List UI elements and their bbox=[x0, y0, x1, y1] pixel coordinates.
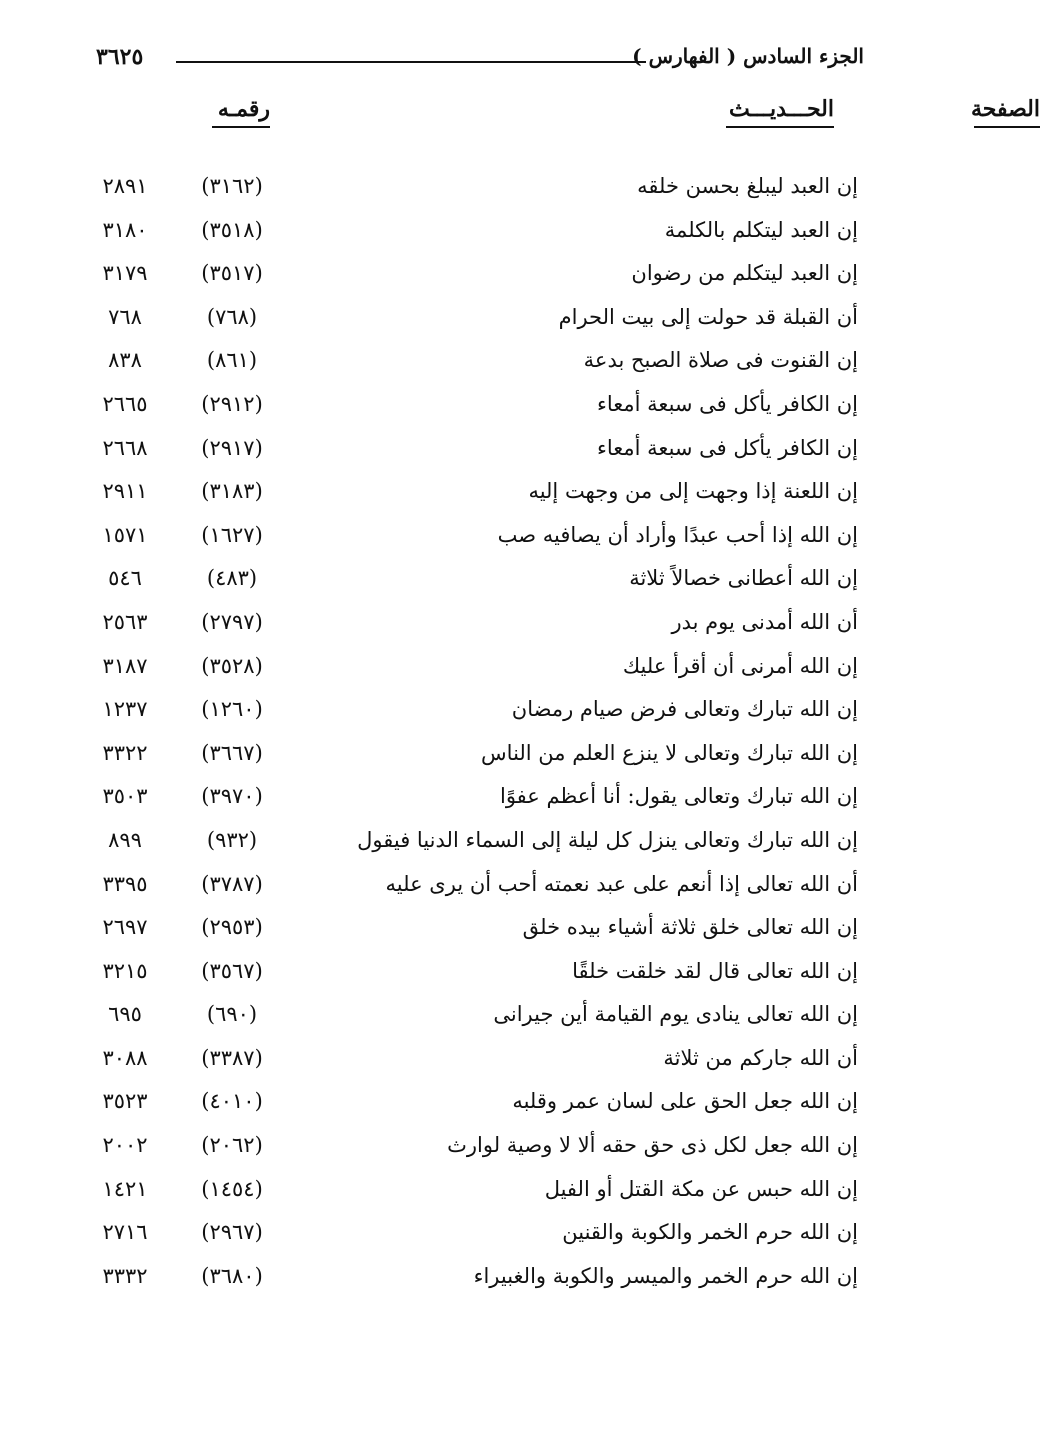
index-entry bbox=[0, 911, 944, 955]
hadith-text: إن الله تبارك وتعالى ينزل كل ليلة إلى السماء الدنيا فيقول bbox=[357, 827, 858, 852]
hadith-number: (١٢٦٠) bbox=[201, 697, 263, 722]
page-reference: ١٢٣٧ bbox=[102, 697, 148, 722]
index-entry bbox=[0, 1042, 944, 1086]
hadith-number: (٦٩٠) bbox=[206, 1002, 258, 1027]
index-entry bbox=[0, 214, 944, 258]
hadith-text: أن الله تعالى إذا أنعم على عبد نعمته أحب أن يرى عليه bbox=[385, 871, 858, 896]
running-header bbox=[92, 40, 864, 80]
hadith-text: إن الله جعل الحق على لسان عمر وقلبه bbox=[512, 1089, 858, 1114]
page-reference: ٥٤٦ bbox=[108, 566, 142, 591]
hadith-text: إن العبد ليتكلم بالكلمة bbox=[664, 217, 858, 242]
hadith-number: (٢٩١٢) bbox=[201, 391, 263, 416]
hadith-number: (٨٦١) bbox=[206, 348, 258, 373]
index-entry bbox=[0, 344, 944, 388]
hadith-text: إن الله تعالى قال لقد خلقت خلقًا bbox=[572, 958, 858, 983]
hadith-text: إن الله جعل لكل ذى حق حقه ألا لا وصية لوارث bbox=[447, 1133, 858, 1158]
hadith-number: (٢٩٦٧) bbox=[201, 1220, 263, 1245]
page-reference: ٣١٨٧ bbox=[102, 653, 148, 678]
hadith-text: إن العبد ليبلغ بحسن خلقه bbox=[637, 174, 858, 198]
hadith-number: (٣٥٢٨) bbox=[201, 653, 263, 678]
index-entry bbox=[0, 868, 944, 912]
hadith-text: إن الكافر يأكل فى سبعة أمعاء bbox=[597, 391, 858, 416]
page-reference: ٣٣٢٢ bbox=[102, 740, 148, 765]
hadith-text: إن الله تبارك وتعالى فرض صيام رمضان bbox=[511, 697, 858, 722]
page-reference: ١٥٧١ bbox=[102, 522, 148, 547]
index-entry bbox=[0, 780, 944, 824]
hadith-number: (٣٣٨٧) bbox=[201, 1045, 263, 1070]
hadith-number: (٤٨٣) bbox=[206, 566, 258, 591]
hadith-text: أن القبلة قد حولت إلى بيت الحرام bbox=[558, 304, 858, 329]
column-heading-underline bbox=[974, 126, 1040, 128]
hadith-text: إن الله حرم الخمر والكوبة والقنين bbox=[562, 1220, 858, 1245]
page-reference: ٢٨٩١ bbox=[102, 174, 148, 198]
page-reference: ٣٢١٥ bbox=[102, 958, 148, 983]
page-number: ٣٦٢٥ bbox=[96, 44, 144, 70]
index-entry bbox=[0, 170, 944, 214]
index-entry bbox=[0, 388, 944, 432]
index-entry bbox=[0, 257, 944, 301]
hadith-number: (٢٠٦٢) bbox=[201, 1133, 263, 1158]
hadith-number: (١٤٥٤) bbox=[201, 1176, 263, 1201]
index-entry bbox=[0, 1173, 944, 1217]
hadith-number: (٢٩٥٣) bbox=[201, 915, 263, 940]
index-entry bbox=[0, 1260, 944, 1304]
index-entry bbox=[0, 737, 944, 781]
page-reference: ٣١٧٩ bbox=[102, 261, 148, 286]
hadith-number: (٣٥٦٧) bbox=[201, 958, 263, 983]
hadith-text: أن الله أمدنى يوم بدر bbox=[671, 609, 858, 634]
header-rule bbox=[176, 61, 646, 63]
hadith-text: إن اللعنة إذا وجهت إلى من وجهت إليه bbox=[528, 479, 858, 504]
index-entry bbox=[0, 824, 944, 868]
page-reference: ٢٩١١ bbox=[102, 479, 148, 504]
hadith-number: (٣١٦٢) bbox=[201, 174, 263, 198]
hadith-number: (٧٦٨) bbox=[206, 304, 258, 329]
column-heading-page-label: الصفحة bbox=[970, 96, 1040, 122]
index-entries bbox=[0, 170, 944, 1303]
index-entry bbox=[0, 693, 944, 737]
index-entry bbox=[0, 650, 944, 694]
column-heading-number-label: رقمـه bbox=[217, 96, 270, 122]
hadith-text: إن العبد ليتكلم من رضوان bbox=[631, 261, 858, 286]
hadith-text: إن الله تعالى ينادى يوم القيامة أين جيرانى bbox=[493, 1002, 858, 1027]
page-reference: ٨٩٩ bbox=[108, 827, 142, 852]
hadith-number: (٣٥١٨) bbox=[201, 217, 263, 242]
index-entry bbox=[0, 475, 944, 519]
index-entry bbox=[0, 432, 944, 476]
index-entry bbox=[0, 1216, 944, 1260]
index-entry bbox=[0, 955, 944, 999]
page-reference: ٢٠٠٢ bbox=[102, 1133, 148, 1158]
page-reference: ٨٣٨ bbox=[108, 348, 142, 373]
hadith-text: إن الله تبارك وتعالى يقول: أنا أعظم عفوًا bbox=[499, 784, 858, 809]
hadith-number: (٣١٨٣) bbox=[201, 479, 263, 504]
page-reference: ٢٦٦٨ bbox=[102, 435, 148, 460]
hadith-text: إن القنوت فى صلاة الصبح بدعة bbox=[583, 348, 858, 373]
page-reference: ٢٧١٦ bbox=[102, 1220, 148, 1245]
page-reference: ٢٥٦٣ bbox=[102, 609, 148, 634]
index-entry bbox=[0, 998, 944, 1042]
index-entry bbox=[0, 301, 944, 345]
page-reference: ٢٦٦٥ bbox=[102, 391, 148, 416]
hadith-text: إن الله أمرنى أن أقرأ عليك bbox=[622, 653, 858, 678]
hadith-number: (٢٩١٧) bbox=[201, 435, 263, 460]
hadith-number: (٣٦٦٧) bbox=[201, 740, 263, 765]
page-reference: ٣٠٨٨ bbox=[102, 1045, 148, 1070]
index-entry bbox=[0, 519, 944, 563]
hadith-text: إن الكافر يأكل فى سبعة أمعاء bbox=[597, 435, 858, 460]
index-entry bbox=[0, 1129, 944, 1173]
index-entry bbox=[0, 1085, 944, 1129]
hadith-text: إن الله تعالى خلق ثلاثة أشياء بيده خلق bbox=[522, 915, 858, 940]
page-reference: ٦٩٥ bbox=[108, 1002, 142, 1027]
index-entry bbox=[0, 562, 944, 606]
hadith-text: إن الله تبارك وتعالى لا ينزع العلم من الناس bbox=[481, 740, 858, 765]
page-reference: ٧٦٨ bbox=[108, 304, 142, 329]
page-reference: ٣٣٣٢ bbox=[102, 1263, 148, 1288]
hadith-number: (١٦٢٧) bbox=[201, 522, 263, 547]
hadith-number: (٢٧٩٧) bbox=[201, 609, 263, 634]
hadith-number: (٩٣٢) bbox=[206, 827, 258, 852]
hadith-text: أن الله جاركم من ثلاثة bbox=[663, 1045, 858, 1070]
hadith-text: إن الله أعطانى خصالاً ثلاثة bbox=[629, 566, 858, 591]
page-reference: ٣٥٢٣ bbox=[102, 1089, 148, 1114]
hadith-number: (٣٥١٧) bbox=[201, 261, 263, 286]
hadith-number: (٣٧٨٧) bbox=[201, 871, 263, 896]
hadith-number: (٤٠١٠) bbox=[201, 1089, 263, 1114]
hadith-number: (٣٦٨٠) bbox=[201, 1263, 263, 1288]
page-reference: ٢٦٩٧ bbox=[102, 915, 148, 940]
header-title: الجزء السادس ( الفهارس ) bbox=[632, 44, 864, 68]
page-reference: ٣٣٩٥ bbox=[102, 871, 148, 896]
hadith-text: إن الله حرم الخمر والميسر والكوبة والغبيراء bbox=[473, 1263, 858, 1288]
page-reference: ٣٥٠٣ bbox=[102, 784, 148, 809]
index-entry bbox=[0, 606, 944, 650]
hadith-text: إن الله حبس عن مكة القتل أو الفيل bbox=[544, 1176, 858, 1201]
hadith-number: (٣٩٧٠) bbox=[201, 784, 263, 809]
page-reference: ١٤٢١ bbox=[102, 1176, 148, 1201]
page-reference: ٣١٨٠ bbox=[102, 217, 148, 242]
hadith-text: إن الله إذا أحب عبدًا وأراد أن يصافيه صب bbox=[497, 522, 858, 547]
column-heading-hadith-label: الحـــديـــث bbox=[729, 96, 834, 122]
